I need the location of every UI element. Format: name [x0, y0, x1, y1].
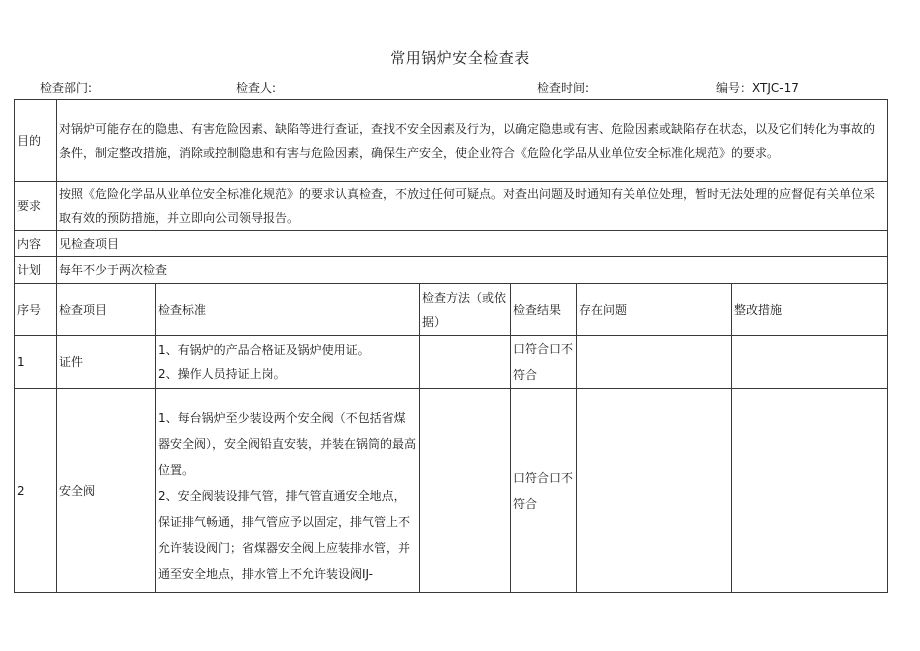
plan-text: 每年不少于两次检查: [57, 257, 888, 284]
inspector-label: 检查人:: [236, 81, 277, 95]
col-header-item: 检查项目: [57, 284, 156, 336]
column-header-row: [15, 284, 888, 336]
content-text: 见检查项目: [57, 231, 888, 257]
code-label: 编号：XTJC-17: [716, 81, 799, 95]
row-item: 安全阀: [57, 389, 156, 593]
content-row: [15, 231, 888, 257]
table-row: [15, 389, 888, 593]
content-label: 内容: [15, 231, 57, 257]
row-item: 证件: [57, 336, 156, 389]
purpose-label: 目的: [15, 100, 57, 182]
requirement-text: 按照《危险化学品从业单位安全标准化规范》的要求认真检查，不放过任何可疑点。对查出问题及时通知有关单位处理，暂时无法处理的应督促有关单位采取有效的预防措施，并立即向公司领导报告。: [57, 182, 888, 231]
col-header-measure: 整改措施: [732, 284, 888, 336]
time-label: 检查时间:: [537, 81, 590, 95]
row-measure[interactable]: [732, 389, 888, 593]
col-header-no: 序号: [15, 284, 57, 336]
row-problem[interactable]: [577, 389, 732, 593]
inspection-table: [14, 99, 888, 593]
requirement-row: [15, 182, 888, 231]
plan-row: [15, 257, 888, 284]
standard-line: 1、每台锅炉至少装设两个安全阀（不包括省煤器安全阀），安全阀铅直安装，并装在锅筒的最高位置。: [158, 411, 417, 477]
col-header-result: 检查结果: [511, 284, 577, 336]
row-method[interactable]: [420, 389, 511, 593]
row-standard: [156, 336, 420, 389]
col-header-method: 检查方法（或依据）: [420, 284, 511, 336]
row-standard: [156, 389, 420, 593]
row-result[interactable]: 口符合口不符合: [511, 389, 577, 593]
dept-label: 检查部门:: [40, 81, 93, 95]
purpose-text: 对锅炉可能存在的隐患、有害危险因素、缺陷等进行查证，查找不安全因素及行为，以确定隐患或有害、危险因素或缺陷存在状态，以及它们转化为事故的条件，制定整改措施，消除或控制隐患和有害与危险因素，确保生产安全，使企业符合《危险化学品从业单位安全标准化规范》的要求。: [57, 100, 888, 182]
row-no: 1: [15, 336, 57, 389]
row-no: 2: [15, 389, 57, 593]
standard-line: 2、安全阀装设排气管，排气管直通安全地点，保证排气畅通，排气管应予以固定，排气管上不允许装设阀门；省煤器安全阀上应装排水管，并通至安全地点，排水管上不允许装设阀IJ-: [158, 489, 411, 581]
standard-line: 2、操作人员持证上岗。: [158, 367, 286, 381]
plan-label: 计划: [15, 257, 57, 284]
purpose-row: [15, 100, 888, 182]
row-measure[interactable]: [732, 336, 888, 389]
standard-line: 1、有锅炉的产品合格证及锅炉使用证。: [158, 343, 370, 357]
col-header-problem: 存在问题: [577, 284, 732, 336]
col-header-standard: 检查标准: [156, 284, 420, 336]
row-result[interactable]: 口符合口不符合: [511, 336, 577, 389]
row-problem[interactable]: [577, 336, 732, 389]
page-title: 常用锅炉安全检查表: [390, 49, 530, 67]
table-row: [15, 336, 888, 389]
row-method[interactable]: [420, 336, 511, 389]
requirement-label: 要求: [15, 182, 57, 231]
